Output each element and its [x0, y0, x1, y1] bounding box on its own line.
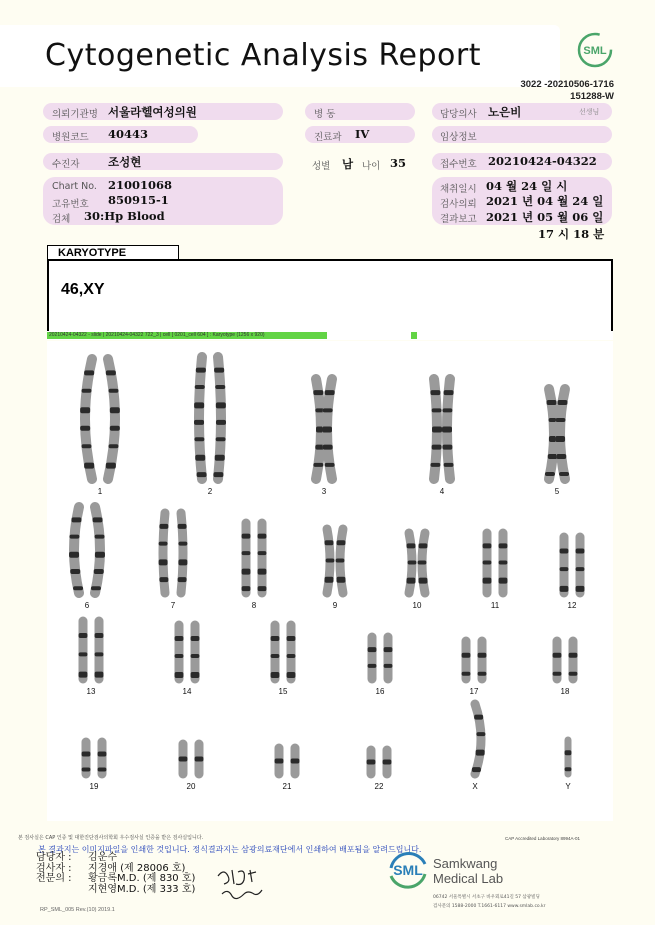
chromosome-band: [430, 463, 440, 467]
chromosome-label: 10: [412, 601, 422, 610]
doctor-suffix: 선생님: [579, 108, 600, 116]
chromosome-band: [287, 636, 296, 641]
chromosome-pair: [565, 740, 572, 774]
chromosome-label: 15: [278, 687, 288, 696]
staff-role: 전문의 :: [36, 873, 72, 884]
chromosome-band: [553, 672, 562, 676]
chromosome-band: [191, 654, 200, 658]
recipient-label: 수진자: [52, 159, 80, 170]
chromosome-band: [82, 752, 91, 757]
karyotype-result: 46,XY: [61, 281, 105, 298]
dept-label: 진료과: [314, 132, 342, 143]
chromosome-pair: [175, 625, 200, 679]
chromosome-pair: [79, 621, 104, 679]
chromosome-band: [179, 757, 188, 762]
chromosome-band: [159, 577, 168, 582]
chromosome: [475, 704, 481, 774]
chromosome-band: [559, 472, 569, 476]
chromosome-band: [95, 535, 105, 539]
chromosome-band: [547, 400, 557, 405]
chromosome-band: [483, 578, 492, 584]
chromosome-band: [81, 389, 91, 393]
chromosome-band: [560, 549, 569, 554]
collect-value: 04 월 24 일 시: [486, 179, 568, 193]
doctor-value: 노은비: [488, 105, 522, 119]
chromosome-label: 18: [560, 687, 570, 696]
chromosome-band: [98, 768, 107, 772]
chromosome-band: [478, 653, 487, 658]
chromosome-band: [196, 368, 206, 373]
chromosome-band: [215, 385, 225, 389]
hospital-code-value: 40443: [108, 127, 149, 141]
chromosome-band: [216, 402, 226, 408]
chromosome-band: [432, 427, 442, 433]
chromosome-band: [80, 407, 90, 413]
id-value: 850915-1: [108, 193, 169, 207]
chromosome-band: [109, 444, 119, 448]
chromosome-band: [69, 535, 79, 539]
chromosome-band: [565, 767, 572, 771]
staff-name: 지경애 (제 28006 호): [88, 862, 186, 874]
chromosome-band: [565, 750, 572, 755]
chromosome-band: [194, 420, 204, 425]
chromosome-band: [159, 524, 168, 529]
hospital-code-label: 병원코드: [52, 132, 89, 143]
chromosome-band: [191, 636, 200, 641]
chromosome-pair: [325, 529, 346, 593]
staff-row: [36, 885, 216, 896]
chromosome-pair: [82, 742, 107, 774]
chromosome-band: [69, 552, 79, 558]
chromosome-band: [178, 559, 187, 565]
chromosome-band: [499, 543, 508, 548]
chromosome-pair: [407, 533, 428, 593]
chromosome-band: [462, 653, 471, 658]
receipt-label: 접수번호: [440, 159, 477, 170]
chromosome-band: [442, 427, 452, 433]
chromosome-band: [197, 472, 207, 477]
chromosome-label: 8: [251, 601, 257, 610]
chromosome-band: [325, 577, 334, 583]
image-info-marker: [411, 332, 417, 339]
chromosome-pair: [553, 641, 578, 679]
chromosome-band: [555, 436, 565, 442]
chromosome-band: [408, 561, 417, 565]
chromosome-band: [560, 586, 569, 592]
chromosome-band: [287, 672, 296, 678]
chromosome-band: [82, 768, 91, 772]
chromosome-label: 22: [374, 782, 384, 791]
chromosome-band: [81, 444, 91, 448]
chromosome-band: [560, 567, 569, 571]
dept-value: IV: [355, 127, 370, 141]
chromosome-band: [242, 551, 251, 555]
chromosome-label: 7: [170, 601, 176, 610]
staff-row: [36, 874, 216, 885]
staff-list: [36, 853, 216, 895]
chromosome-band: [325, 540, 334, 545]
chromosome-band: [79, 672, 88, 678]
chromosome-band: [215, 455, 225, 461]
chromosome-label: 16: [375, 687, 385, 696]
chromosome-band: [462, 672, 471, 676]
chromosome-band: [313, 390, 323, 395]
chromosome-band: [195, 385, 205, 389]
samkwang-logo-text: SML: [393, 862, 423, 878]
chromosome-band: [258, 586, 267, 591]
chromosome-band: [80, 426, 90, 431]
staff-name: 김운수: [88, 852, 117, 863]
chromosome-pair: [368, 637, 393, 679]
chromosome-label: 14: [182, 687, 192, 696]
chromosome-label: 17: [469, 687, 479, 696]
institution-label: 의뢰기관명: [52, 109, 98, 120]
karyotype-result-box: [47, 259, 613, 333]
samkwang-logo: [385, 850, 431, 890]
receipt-value: 20210424-04322: [488, 154, 597, 168]
chromosome-band: [367, 760, 376, 765]
chromosome-band: [95, 552, 105, 558]
signatures: [214, 864, 264, 904]
chromosome-band: [323, 445, 333, 450]
chromosome-label: 9: [332, 601, 338, 610]
chromosome-band: [325, 463, 335, 467]
chromosome-band: [95, 672, 104, 678]
chromosome-band: [384, 664, 393, 668]
chromosome-band: [79, 652, 88, 656]
chromosome-band: [242, 534, 251, 539]
report-label: 결과보고: [440, 214, 477, 225]
lab-address-line1: 06742 서울특별시 서초구 바우뫼로41길 57 삼광빌딩: [433, 895, 540, 900]
chromosome-band: [442, 408, 452, 412]
ward-label: 병 동: [314, 109, 336, 120]
chromosome-label: 6: [84, 601, 90, 610]
chromosome-pair: [179, 744, 204, 774]
chromosome-band: [93, 517, 103, 522]
chromosome-band: [258, 534, 267, 539]
chromosome-pair: [560, 537, 585, 593]
print-notice: 본 결과지는 이미지파일을 인쇄한 것입니다. 정식결과지는 삼광의료재단에서 인쇄하여 배포됨을 알려드립니다.: [38, 845, 422, 854]
chromosome-band: [384, 647, 393, 652]
chromosome-band: [84, 463, 94, 469]
chromosome-band: [499, 561, 508, 565]
chromosome-band: [576, 549, 585, 554]
chromosome-pair: [313, 379, 334, 479]
chromosome-band: [79, 633, 88, 638]
chromosome-band: [418, 543, 427, 548]
chromosome-band: [383, 760, 392, 765]
chromosome-band: [178, 524, 187, 529]
chromosome-band: [430, 390, 440, 395]
chromosome-band: [444, 463, 454, 467]
staff-name: 지현영M.D. (제 333 호): [88, 883, 196, 895]
karyogram-image: [47, 341, 613, 821]
chromosome-band: [242, 569, 251, 575]
image-info-bar: [47, 331, 613, 340]
chromosome-band: [442, 445, 452, 450]
chromosome-label: 12: [567, 601, 577, 610]
lab-name: [433, 856, 503, 886]
chromosome-band: [476, 750, 485, 756]
chromosome-band: [545, 472, 555, 476]
chromosome-band: [109, 389, 119, 393]
chromosome-band: [175, 636, 184, 641]
chromosome-band: [195, 757, 204, 762]
chromosome: [85, 359, 92, 479]
chromosome-band: [322, 427, 332, 433]
staff-row: [36, 853, 216, 864]
chromosome-band: [95, 652, 104, 656]
request-label: 검사의뢰: [440, 199, 477, 210]
chromosome-band: [214, 368, 224, 373]
chromosome-band: [194, 402, 204, 408]
chromosome-band: [444, 390, 454, 395]
chromosome-band: [576, 586, 585, 592]
chromosome-band: [313, 463, 323, 467]
chart-label: Chart No.: [52, 181, 97, 192]
accreditation-disclaimer: 본 검사실은 CAP 인증 및 대한진단검사의학회 우수검사실 인증을 받은 검사실입니다.: [18, 835, 204, 841]
chromosome-band: [195, 455, 205, 461]
chromosome-band: [474, 715, 483, 720]
chromosome-label: 2: [207, 487, 213, 496]
chromosome-band: [73, 586, 83, 590]
sml-logo: [577, 32, 613, 68]
chromosome-band: [576, 567, 585, 571]
chromosome-band: [336, 577, 345, 583]
chromosome-label: 3: [321, 487, 327, 496]
staff-name: 황금록M.D. (제 830 호): [88, 873, 196, 884]
chromosome-band: [94, 569, 104, 574]
chromosome-band: [336, 559, 345, 563]
clinical-label: 임상정보: [440, 132, 477, 143]
karyotype-tab: KARYOTYPE: [47, 245, 179, 259]
chromosome-band: [84, 370, 94, 375]
chromosome-band: [95, 633, 104, 638]
chromosome-label: 19: [89, 782, 99, 791]
form-code: RP_SML_005 Rev.(10) 2019.1: [40, 907, 115, 913]
chromosome-band: [70, 569, 80, 574]
doctor-label: 담당의사: [440, 109, 477, 120]
sex-value: 남: [342, 157, 354, 171]
chromosome-label: 11: [490, 601, 500, 610]
chromosome-pair: [483, 533, 508, 593]
chromosome-band: [291, 759, 300, 764]
report-time: 17 시 18 분: [538, 227, 605, 241]
staff-role: 검사자 :: [36, 862, 72, 874]
chromosome-band: [71, 517, 81, 522]
chromosome-pair: [159, 513, 188, 593]
lab-name-line2: Medical Lab: [433, 871, 504, 886]
lab-address: [433, 893, 546, 911]
chromosome-band: [91, 586, 101, 590]
report-value: 2021 년 05 월 06 일: [486, 210, 604, 224]
chromosome-pair: [462, 641, 487, 679]
chromosome-label: 13: [86, 687, 96, 696]
chromosome-band: [476, 732, 485, 736]
chromosome-band: [271, 672, 280, 678]
chromosome-band: [556, 454, 566, 459]
specimen-value: 30:Hp Blood: [84, 209, 165, 223]
chromosome-band: [175, 654, 184, 658]
karyogram-drawing: [47, 341, 613, 821]
chromosome-label: 20: [186, 782, 196, 791]
institution-value: 서울라헬여성의원: [108, 105, 197, 119]
chromosome-band: [368, 647, 377, 652]
chromosome-band: [175, 672, 184, 678]
cap-accreditation: CAP Accredited Laboratory 8994A-01: [505, 836, 580, 841]
chromosome-band: [213, 472, 223, 477]
sex-label: 성별: [312, 161, 331, 172]
chromosome-band: [407, 543, 416, 548]
chromosome-band: [326, 559, 335, 563]
chromosome-band: [418, 578, 427, 584]
chromosome-band: [216, 420, 226, 425]
lab-name-line1: Samkwang: [433, 856, 498, 871]
chromosome-band: [407, 578, 416, 584]
chromosome-band: [569, 653, 578, 658]
chromosome-band: [275, 759, 284, 764]
lab-address-line2: 검사문의 1588-2000 T.1661-6117 www.smlab.co.kr: [433, 904, 546, 909]
chromosome-band: [194, 437, 204, 441]
chromosome-pair: [430, 379, 453, 479]
chromosome-band: [258, 569, 267, 575]
chromosome-label: Y: [565, 782, 571, 791]
chromosome-band: [472, 767, 481, 772]
chromosome-band: [106, 370, 116, 375]
chromosome-label: X: [472, 782, 478, 791]
chromosome-band: [432, 408, 442, 412]
chromosome-pair: [80, 359, 120, 479]
chromosome-band: [110, 426, 120, 431]
report-title: Cytogenetic Analysis Report: [45, 38, 482, 73]
staff-role: 담당자 :: [36, 852, 72, 863]
chromosome-band: [106, 463, 116, 469]
sml-logo-text: SML: [583, 45, 607, 57]
chromosome-band: [553, 653, 562, 658]
chromosome-pair: [472, 704, 486, 774]
chromosome-band: [418, 561, 427, 565]
chromosome-band: [258, 551, 267, 555]
recipient-value: 조성현: [108, 155, 142, 169]
chromosome-pair: [194, 357, 226, 479]
chromosome-label: 1: [97, 487, 103, 496]
chromosome-band: [110, 407, 120, 413]
chromosome-pair: [367, 750, 392, 774]
image-info-text: 20210424-04322 - slide | 20210424-04322 722_3 | cell [ 0201_cell 604 ] : Karyotype (1256 x 920): [49, 332, 265, 338]
chromosome-label: 5: [554, 487, 560, 496]
chromosome-band: [98, 752, 107, 757]
request-value: 2021 년 04 월 24 일: [486, 194, 604, 208]
chromosome-band: [483, 561, 492, 565]
chromosome-band: [368, 664, 377, 668]
report-number-line1: 3022 -20210506-1716: [520, 79, 614, 90]
chromosome-band: [478, 672, 487, 676]
chromosome-band: [336, 540, 345, 545]
chromosome-pair: [69, 507, 105, 593]
chromosome-band: [191, 672, 200, 678]
specimen-label: 검체: [52, 214, 71, 225]
chromosome-band: [432, 445, 442, 450]
chromosome-pair: [271, 625, 296, 679]
chromosome-band: [483, 543, 492, 548]
chart-value: 21001068: [108, 178, 173, 192]
chromosome-band: [178, 542, 187, 546]
chromosome-band: [271, 654, 280, 658]
chromosome-band: [499, 578, 508, 584]
report-number: [518, 79, 614, 103]
chromosome-band: [555, 418, 565, 422]
chromosome-pair: [275, 748, 300, 774]
chromosome-band: [159, 559, 168, 565]
collect-label: 채취일시: [440, 184, 477, 195]
chromosome-band: [323, 408, 333, 412]
report-number-line2: 151288-W: [570, 91, 614, 102]
age-label: 나이: [362, 161, 381, 172]
age-value: 35: [390, 156, 407, 170]
chromosome-band: [325, 390, 335, 395]
chromosome-label: 21: [282, 782, 292, 791]
chromosome-band: [178, 577, 187, 582]
chromosome-pair: [545, 389, 569, 479]
chromosome-label: 4: [439, 487, 445, 496]
chromosome-band: [242, 586, 251, 591]
chromosome-band: [159, 542, 168, 546]
chromosome-pair: [242, 523, 267, 593]
chromosome-band: [216, 437, 226, 441]
chromosome-band: [271, 636, 280, 641]
chromosome-band: [287, 654, 296, 658]
chromosome-band: [557, 400, 567, 405]
chromosome-band: [569, 672, 578, 676]
id-label: 고유번호: [52, 199, 89, 210]
chromosome: [108, 359, 115, 479]
